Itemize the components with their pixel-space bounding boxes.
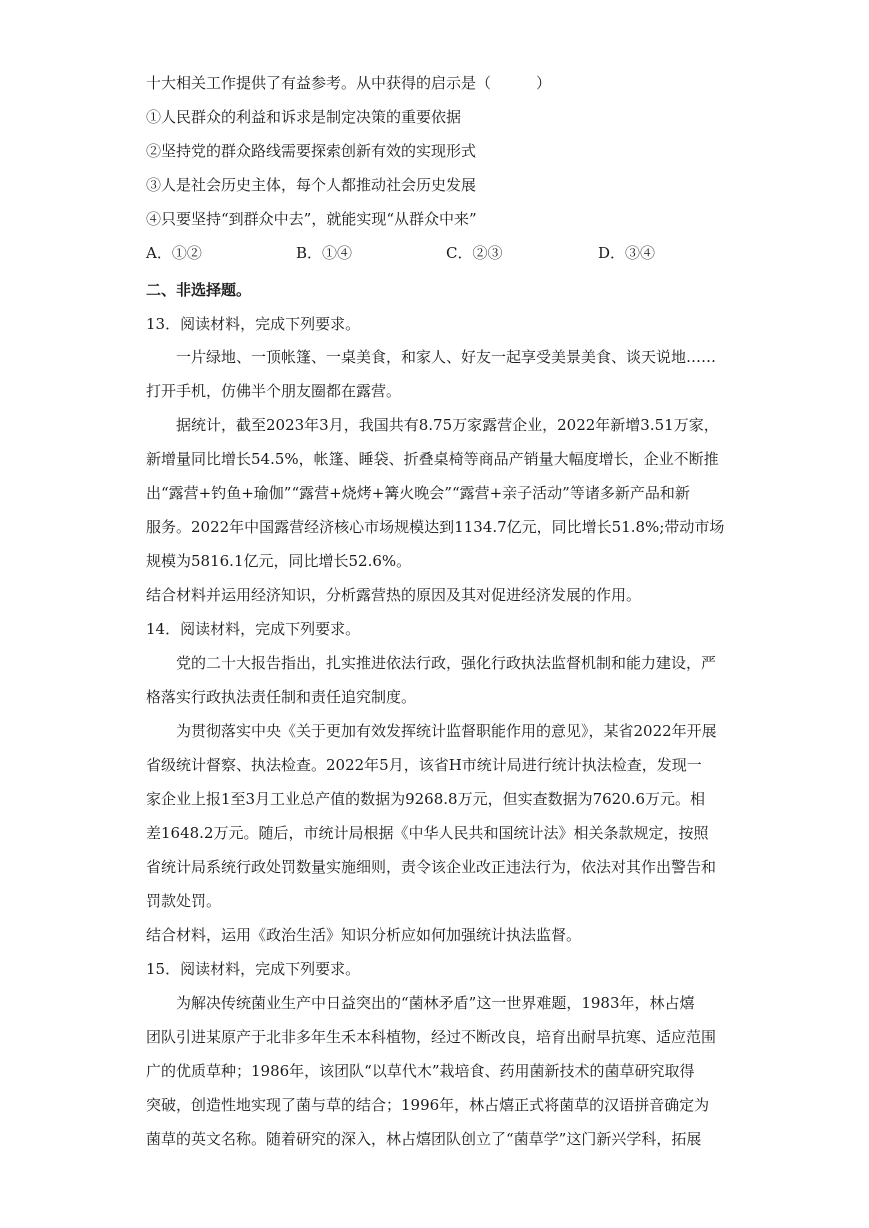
q15-material-line: 菌草的英文名称。随着研究的深入，林占熺团队创立了“菌草学”这门新兴学科，拓展 — [146, 1130, 702, 1148]
q14-material-line: 为贯彻落实中央《关于更加有效发挥统计监督职能作用的意见》，某省2022年开展 — [176, 722, 717, 740]
q13-material-line: 新增量同比增长54.5%，帐篷、睡袋、折叠桌椅等商品产销量大幅度增长，企业不断推 — [146, 450, 719, 468]
q14-material-line: 差1648.2万元。随后，市统计局根据《中华人民共和国统计法》相关条款规定，按照 — [146, 824, 709, 842]
q15-prompt: 15．阅读材料，完成下列要求。 — [146, 960, 361, 978]
question-stem-continuation: 十大相关工作提供了有益参考。从中获得的启示是（ ） — [146, 74, 552, 92]
option-b: B．①④ — [296, 244, 353, 262]
q14-prompt: 14．阅读材料，完成下列要求。 — [146, 620, 361, 638]
section-heading: 二、非选择题。 — [146, 281, 252, 299]
q13-task: 结合材料并运用经济知识，分析露营热的原因及其对促进经济发展的作用。 — [146, 586, 642, 604]
q14-material-line: 省统计局系统行政处罚数量实施细则，责令该企业改正违法行为，依法对其作出警告和 — [146, 858, 717, 876]
q15-material-line: 广的优质草种；1986年，该团队“以草代木”栽培食、药用菌新技术的菌草研究取得 — [146, 1062, 695, 1080]
option-a: A．①② — [146, 244, 202, 262]
option-c: C．②③ — [446, 244, 503, 262]
q14-material-line: 家企业上报1至3月工业总产值的数据为9268.8万元，但实查数据为7620.6万元。相 — [146, 790, 706, 808]
statement-3: ③人是社会历史主体，每个人都推动社会历史发展 — [146, 176, 477, 194]
q14-material-line: 罚款处罚。 — [146, 892, 222, 910]
q14-material-line: 格落实行政执法责任制和责任追究制度。 — [146, 688, 417, 706]
q13-material-line: 据统计，截至2023年3月，我国共有8.75万家露营企业，2022年新增3.51万家， — [176, 416, 719, 434]
q13-material-line: 服务。2022年中国露营经济核心市场规模达到1134.7亿元，同比增长51.8%;带动市场 — [146, 518, 725, 536]
q14-material-line: 省级统计督察、执法检查。2022年5月，该省H市统计局进行统计执法检查，发现一 — [146, 756, 702, 774]
q13-material-line: 一片绿地、一顶帐篷、一桌美食，和家人、好友一起享受美景美食、谈天说地…… — [176, 348, 717, 366]
q15-material-line: 为解决传统菌业生产中日益突出的“菌林矛盾”这一世界难题，1983年，林占熺 — [176, 994, 695, 1012]
q14-task: 结合材料，运用《政治生活》知识分析应如何加强统计执法监督。 — [146, 926, 582, 944]
q15-material-line: 团队引进某原产于北非多年生禾本科植物，经过不断改良，培育出耐旱抗寒、适应范围 — [146, 1028, 717, 1046]
statement-4: ④只要坚持“到群众中去”，就能实现“从群众中来” — [146, 210, 477, 228]
statement-1: ①人民群众的利益和诉求是制定决策的重要依据 — [146, 108, 462, 126]
statement-2: ②坚持党的群众路线需要探索创新有效的实现形式 — [146, 142, 477, 160]
q15-material-line: 突破，创造性地实现了菌与草的结合；1996年，林占熺正式将菌草的汉语拼音确定为 — [146, 1096, 710, 1114]
q13-prompt: 13．阅读材料，完成下列要求。 — [146, 315, 361, 333]
q13-material-line: 规模为5816.1亿元，同比增长52.6%。 — [146, 552, 412, 570]
option-d: D．③④ — [598, 244, 656, 262]
q13-material-line: 打开手机，仿佛半个朋友圈都在露营。 — [146, 382, 402, 400]
q13-material-line: 出“露营+钓鱼+瑜伽”“露营+烧烤+篝火晚会”“露营+亲子活动”等诸多新产品和新 — [146, 484, 690, 502]
q14-material-line: 党的二十大报告指出，扎实推进依法行政，强化行政执法监督机制和能力建设，严 — [176, 654, 717, 672]
